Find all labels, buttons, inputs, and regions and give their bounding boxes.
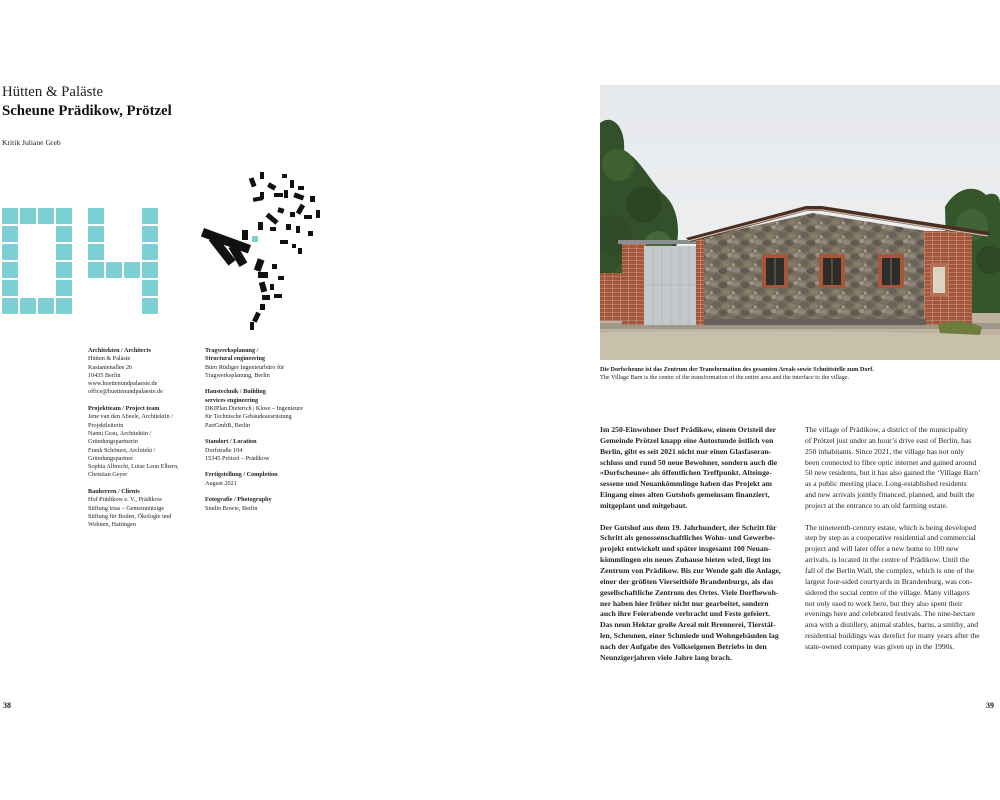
number-pixel (56, 226, 72, 242)
text-line: area with a distillery, animal stables, barns, a smithy, and (805, 620, 978, 630)
site-plan-drawing (198, 164, 338, 334)
credit-line: Stiftung trias – Gemeinnützige (88, 504, 165, 512)
credit-heading: Projektteam / Project team (88, 405, 160, 413)
credit-line: Studio Bowie, Berlin (205, 504, 258, 512)
paragraph (805, 523, 998, 653)
text-line: The village of Prädikow, a district of the municipality (805, 425, 968, 434)
credit-line: Stiftung für Boden, Ökologie und (88, 512, 172, 520)
credit-line: DKIPlan Dieterich | Klose – Ingenieure (205, 405, 303, 413)
credit-completion (205, 471, 325, 488)
number-pixel (2, 280, 18, 296)
caption-german: Die Dorfscheune ist das Zentrum der Transformation des gesamten Areals sowie Schnittstelle zum Dorf. (600, 366, 874, 373)
credit-line: Nanni Grau, Architektin / (88, 429, 152, 437)
text-line: len, Scheunen, einer Schmiede und Wohngebäuden lag (600, 631, 779, 641)
text-line: Schritt als genossenschaftliches Wohn- und Gewerbe- (600, 533, 776, 543)
number-pixel (2, 244, 18, 260)
number-pixel (142, 298, 158, 314)
body-text-german (600, 425, 795, 674)
credit-heading: Standort / Location (205, 438, 257, 446)
text-line: Gemeinde Prötzel knapp eine Autostunde östlich von (600, 435, 774, 445)
text-line: sidered the social centre of the village. Many villagers (805, 587, 970, 597)
credit-line: Sophia Albrecht, Luise Leon Elbern, (88, 463, 179, 471)
credit-line: Kastanienallee 26 (88, 363, 133, 371)
text-line: evenings here and celebrated festivals. The nine-hectare (805, 609, 976, 619)
credit-line: Christian Geyer (88, 471, 128, 479)
text-line: nach der Aufgabe des Volkseigenen Betriebs in den (600, 641, 767, 651)
credit-line: Hütten & Paläste (88, 355, 131, 363)
photo-caption (600, 366, 995, 382)
text-line: fall of the Berlin Wall, the complex, which is one of the (805, 565, 975, 575)
number-pixel (88, 262, 104, 278)
text-line: kömmlingen ein neues Zuhause bieten wird, liegt im (600, 555, 771, 565)
number-pixel (38, 208, 54, 224)
text-line: Zentrum von Prädikow. Bis zur Wende galt die Anlage, (600, 565, 781, 575)
number-pixel (56, 208, 72, 224)
section-name: Hütten & Paläste (2, 84, 104, 100)
credit-heading: Fertigstellung / Completion (205, 471, 278, 479)
text-line: of Prötzel just under an hour’s drive east of Berlin, has (805, 435, 972, 445)
text-line: Im 250-Einwohner Dorf Prädikow, einem Ortsteil der (600, 425, 777, 434)
credits-column-1 (88, 347, 198, 538)
credit-line: Hof Prädikow e. V., Prädikow (88, 496, 163, 504)
caption-english: The Village Barn is the centre of the transformation of the entire area and the interface to the village. (600, 374, 850, 381)
text-line: sessene und Neuankömmlinge haben das Projekt am (600, 479, 772, 489)
number-pixel (56, 280, 72, 296)
number-pixel (2, 262, 18, 278)
number-pixel (142, 280, 158, 296)
text-line: largest four-sided courtyards in Brandenburg, was con- (805, 576, 973, 586)
text-line: The nineteenth-century estate, which is being developed (805, 522, 977, 532)
paragraph (805, 425, 998, 512)
number-pixel (88, 208, 104, 224)
page-number-left: 38 (3, 701, 11, 710)
text-line: been connected to fibre optic internet and gained around (805, 457, 977, 467)
credit-heading: Haustechnik / Building (205, 388, 266, 396)
number-pixel (2, 298, 18, 314)
text-line: mitgeplant und mitgebaut. (600, 500, 688, 510)
text-line: Der Gutshof aus dem 19. Jahrhundert, der Schritt für (600, 522, 777, 532)
credit-heading: Structural engineering (205, 355, 265, 363)
number-pixel (56, 298, 72, 314)
number-pixel (142, 226, 158, 242)
text-line: step by step as a cooperative residential and commercial (805, 533, 976, 543)
credit-line: August 2021 (205, 479, 237, 487)
credit-line: für Technische Gebäudeausrüstung (205, 413, 292, 421)
credit-line: Gründungspartner (88, 454, 134, 462)
number-pixel (2, 226, 18, 242)
credit-line: Wohnen, Hattingen (88, 521, 136, 529)
number-pixel (142, 262, 158, 278)
credit-line: 15345 Prötzel – Prädikow (205, 454, 270, 462)
text-line: state-owned company was given up in the 1990s. (805, 641, 955, 651)
text-line: arrivals, is located in the centre of Prädikow. Until the (805, 555, 970, 565)
body-text-english (805, 425, 998, 664)
text-line: Berlin, gibt es seit 2021 nicht nur einen Glasfaseran- (600, 446, 772, 456)
number-pixel (2, 208, 18, 224)
credit-line: www.huettenundpalaeste.de (88, 380, 158, 388)
credit-line: Tragwerksplanung, Berlin (205, 371, 270, 379)
credit-structural-engineering (205, 347, 325, 380)
text-line: Neunzigerjahren viele Jahre lang brach. (600, 652, 732, 662)
credit-building-services (205, 388, 325, 429)
text-line: ner haben hier früher nicht nur gearbeitet, sondern (600, 598, 769, 608)
credit-line: Büro Rüdiger Ingenieurbüro für (205, 363, 285, 371)
credits-column-2 (205, 347, 325, 521)
number-pixel (20, 298, 36, 314)
paragraph (600, 425, 795, 512)
number-pixel (20, 208, 36, 224)
credit-line: PartGmbB, Berlin (205, 421, 251, 429)
text-line: 50 new residents, but it has also gained the ‘Village Barn’ (805, 468, 981, 478)
credit-clients (88, 488, 198, 529)
article-title: Scheune Prädikow, Prötzel (2, 103, 172, 119)
credit-architects (88, 347, 198, 397)
credit-heading: services engineering (205, 396, 259, 404)
text-line: and new arrivals jointly financed, planned, and built the (805, 490, 975, 500)
text-line: project at the entrance to an old farming estate. (805, 500, 948, 510)
text-line: einer der größten Vierseithöfe Brandenburgs, als das (600, 576, 774, 586)
window-2 (819, 254, 845, 288)
credit-project-team (88, 405, 198, 480)
credit-heading: Tragwerksplanung / (205, 347, 259, 354)
number-pixel (56, 262, 72, 278)
credit-line: Dorfstraße 104 (205, 446, 243, 454)
text-line: Das neun Hektar große Areal mit Brennerei, Tierstäl- (600, 620, 776, 630)
article-number (2, 208, 162, 318)
number-pixel (56, 244, 72, 260)
text-line: auch ihre Feierabende verbracht und Feste gefeiert. (600, 609, 771, 619)
number-pixel (106, 262, 122, 278)
credit-line: office@huettenundpalaeste.de (88, 388, 163, 396)
text-line: 250 inhabitants. Since 2021, the village has not only (805, 446, 965, 456)
number-pixel (142, 208, 158, 224)
credit-photography (205, 496, 325, 513)
credit-heading: Architekten / Architects (88, 347, 152, 354)
text-line: schluss und rund 50 neue Bewohner, sondern auch die (600, 457, 778, 467)
text-line: projekt entwickelt und später insgesamt 100 Neuan- (600, 544, 771, 554)
barn-photo (600, 85, 1000, 360)
credit-heading: Fotografie / Photography (205, 496, 272, 504)
number-pixel (88, 244, 104, 260)
number-pixel (38, 298, 54, 314)
author-credit: Kritik Juliane Greb (2, 138, 61, 147)
paragraph (600, 523, 795, 664)
text-line: as a public meeting place. Long-established residents (805, 479, 967, 489)
text-line: project and will later offer a new home to 100 new (805, 544, 959, 554)
text-line: »Dorfscheune« als öffentlichen Treffpunkt. Alteinge- (600, 468, 772, 478)
credit-line: Gründungspartnerin (88, 438, 138, 446)
credit-line: Projektleiterin (88, 421, 124, 429)
credit-line: Jene van den Abeele, Architektin / (88, 413, 173, 421)
credit-location (205, 438, 325, 463)
text-line: Eingang eines alten Gutshofs gemeinsam finanziert, (600, 490, 770, 500)
credit-heading: Bauherren / Clients (88, 488, 140, 496)
text-line: residential buildings was derelict for many years after the (805, 631, 980, 641)
text-line: not only used to work here, but they also spent their (805, 598, 963, 608)
number-pixel (142, 244, 158, 260)
credit-line: 10435 Berlin (88, 371, 121, 379)
number-pixel (124, 262, 140, 278)
window-1 (762, 254, 788, 288)
page-number-right: 39 (986, 701, 994, 710)
window-3 (878, 254, 904, 288)
text-line: gesellschaftliche Zentrum des Ortes. Viele Dorfbewoh- (600, 587, 779, 597)
credit-line: Frank Schönert, Architekt / (88, 446, 156, 454)
number-pixel (88, 226, 104, 242)
